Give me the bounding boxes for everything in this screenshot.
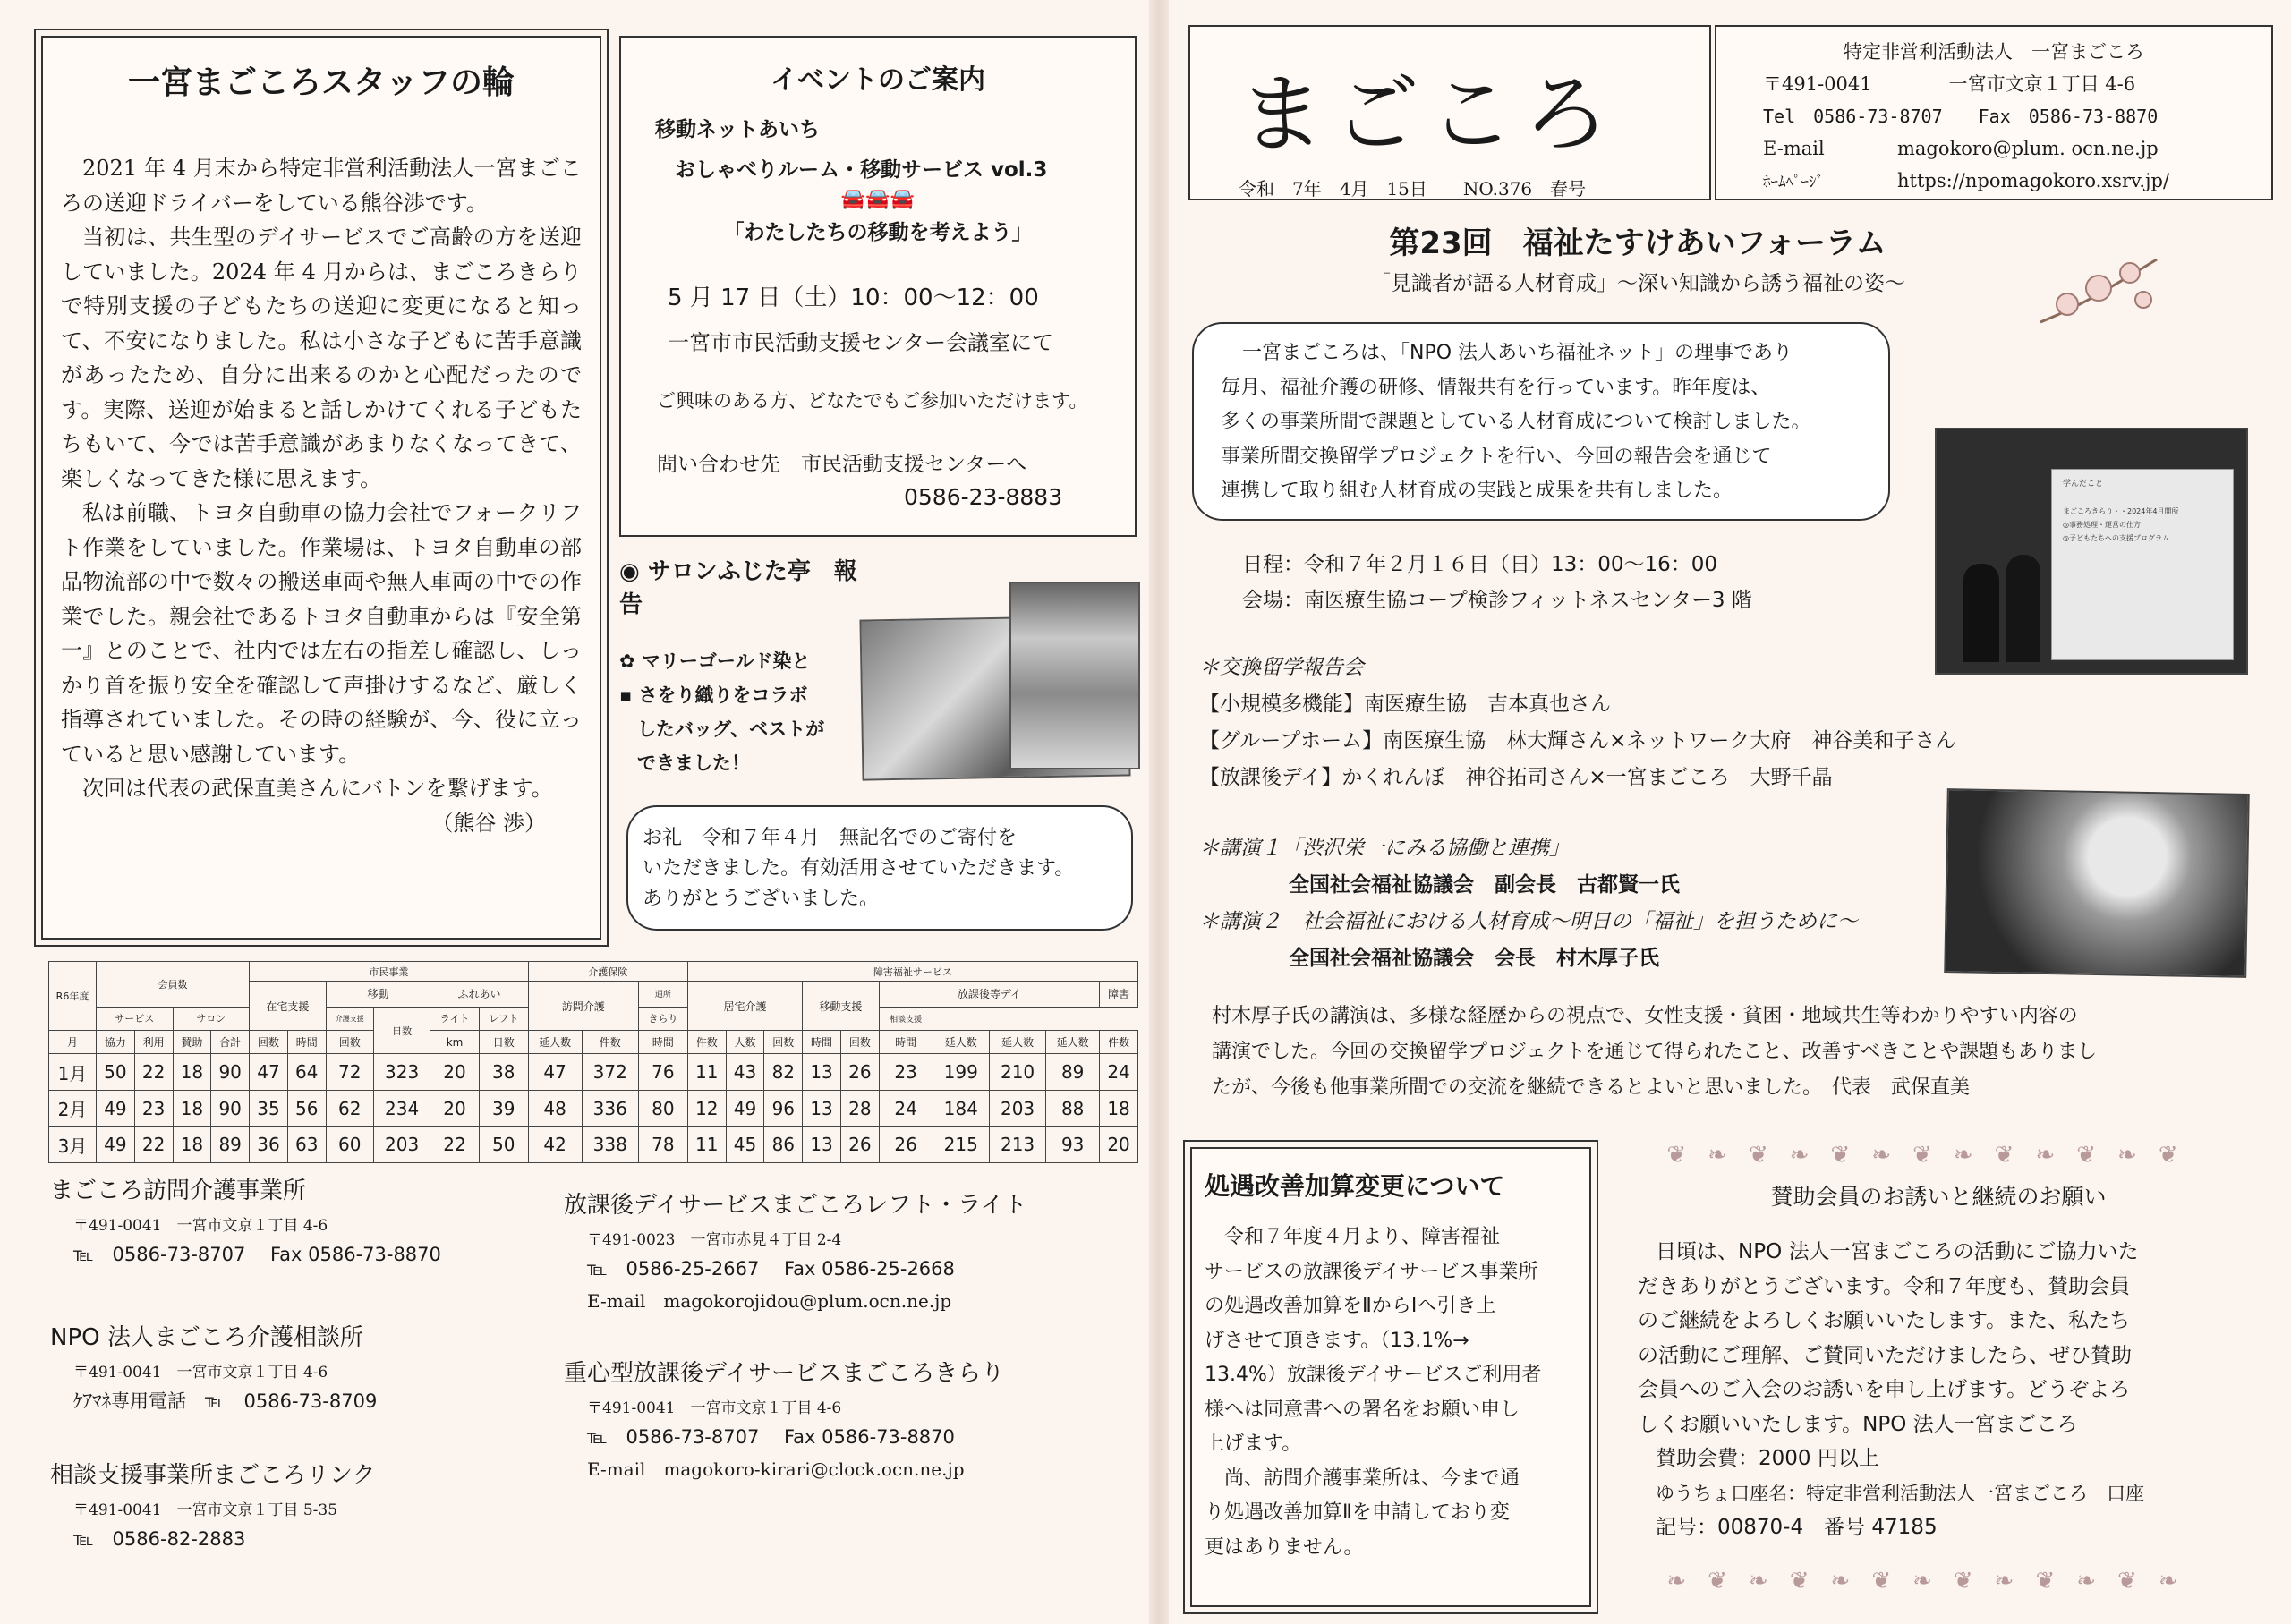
table-cell: 45 xyxy=(726,1127,764,1163)
table-header: 時間 xyxy=(287,1031,326,1054)
treatment-title: 処遇改善加算変更について xyxy=(1205,1171,1505,1201)
table-header: 会員数 xyxy=(97,962,250,1008)
office-name: 放課後デイサービスまごころレフト・ライト xyxy=(564,1192,1027,1219)
table-cell: 93 xyxy=(1046,1127,1100,1163)
salon-report xyxy=(619,553,879,774)
table-cell: 60 xyxy=(326,1127,373,1163)
office-phone: ｹｱﾏﾈ専用電話 ℡ 0586-73-8709 xyxy=(73,1390,378,1412)
table-cell: 234 xyxy=(373,1090,430,1127)
forum-title: 第23回 福祉たすけあいフォーラム xyxy=(1389,225,1886,261)
support-account: ゆうちょ口座名：特定非営利活動法人一宮まごころ 口座 xyxy=(1656,1482,2144,1504)
table-header: 回数 xyxy=(326,1031,373,1054)
staff-body xyxy=(61,151,582,840)
table-cell: 24 xyxy=(1100,1054,1138,1091)
table-header: 時間 xyxy=(879,1031,933,1054)
table-group: 介護保険 xyxy=(528,962,687,982)
table-header: 合計 xyxy=(211,1031,250,1054)
forum-intro-box xyxy=(1192,322,1890,521)
salon-line: したバッグ、ベストが xyxy=(637,718,825,740)
email-row xyxy=(1763,132,2271,165)
intro-line: 毎月、福祉介護の研修、情報共有を行っています。昨年度は、 xyxy=(1221,376,1771,399)
table-cell: 39 xyxy=(479,1090,528,1127)
table-cell: 86 xyxy=(764,1127,803,1163)
report-item: 【小規模多機能】南医療生協 吉本真也さん xyxy=(1199,693,1611,716)
table-row xyxy=(49,1054,1138,1091)
event-contact-label: 問い合わせ先 市民活動支援センターへ xyxy=(657,453,1027,476)
staff-signature: （熊谷 渉） xyxy=(431,810,546,836)
table-header: 訪問介護 xyxy=(528,982,638,1031)
event-contact-tel: 0586-23-8883 xyxy=(904,484,1063,510)
org-name: 特定非営利活動法人 一宮まごころ xyxy=(1844,41,2144,63)
table-cell: 323 xyxy=(373,1054,430,1091)
table-header: 回数 xyxy=(840,1031,879,1054)
staff-article xyxy=(41,36,601,940)
event-place: 一宮市市民活動支援センター会議室にて xyxy=(668,330,1054,355)
table-header: 協力 xyxy=(97,1031,135,1054)
zip-code: 〒491-0041 xyxy=(1763,73,1872,95)
office-phone: ℡ 0586-82-2883 xyxy=(73,1528,246,1550)
table-cell: 22 xyxy=(134,1054,173,1091)
treatment-line: り処遇改善加算Ⅱを申請しており変 xyxy=(1205,1501,1510,1524)
lecture-title: ＊講演２ 社会福祉における人材育成～明日の「福祉」を担うために～ xyxy=(1199,910,1858,933)
report-heading: ＊交換留学報告会 xyxy=(1199,656,1364,679)
table-cell: 42 xyxy=(528,1127,582,1163)
staff-paragraph: 私は前職、トヨタ自動車の協力会社でフォークリフト作業をしていました。作業場は、トヨタ自動車の部品物流部の中で数々の搬送車両や無人車両の中での作業でした。親会社であるトヨタ自動車からは『安全第一』とのことで、社内では左右の指差し確認し、しっかり首を振り安全を確認して声掛けするなど、厳しく指導されていました。その時の経験が、今、役に立っていると思い感謝しています。 xyxy=(61,500,582,767)
table-header: 介護支援 xyxy=(326,1007,373,1030)
treatment-line: 更はありません。 xyxy=(1205,1535,1364,1559)
table-cell: 23 xyxy=(879,1054,933,1091)
support-title: 賛助会員のお誘いと継続のお願い xyxy=(1770,1184,2107,1210)
table-cell: 28 xyxy=(840,1090,879,1127)
table-header: 賛助 xyxy=(173,1031,211,1054)
speaker-figure xyxy=(1963,564,1999,662)
table-cell: 18 xyxy=(173,1127,211,1163)
office-address: 〒491-0041 一宮市文京１丁目 4-6 xyxy=(587,1399,842,1417)
treatment-line: の処遇改善加算をⅡからⅠへ引き上 xyxy=(1205,1295,1496,1317)
table-header: km xyxy=(430,1031,479,1054)
table-header: 在宅支援 xyxy=(250,982,327,1031)
homepage-link[interactable]: https://npomagokoro.xsrv.jp/ xyxy=(1897,170,2170,191)
stats-table-wrapper xyxy=(48,961,1138,1163)
table-header: 延人数 xyxy=(1046,1031,1100,1054)
flower-icon: ✿ xyxy=(619,650,642,672)
intro-line: 多くの事業所間で課題としている人材育成について検討しました。 xyxy=(1221,411,1811,433)
table-header: ライト xyxy=(430,1007,479,1030)
slide-line: ◎子どもたちへの支援プログラム xyxy=(2063,534,2169,542)
table-header: サービス xyxy=(97,1007,174,1030)
email-link[interactable]: magokoro@plum. ocn.ne.jp xyxy=(1897,138,2159,159)
table-cell: 35 xyxy=(250,1090,288,1127)
office-block xyxy=(564,1186,1137,1312)
table-cell: 13 xyxy=(803,1127,841,1163)
office-phone: ℡ 0586-25-2667 Fax 0586-25-2668 xyxy=(587,1258,955,1280)
staff-paragraph: 当初は、共生型のデイサービスでご高齢の方を送迎していました。2024 年 4 月からは、まごころきらりで特別支援の子どもたちの送迎に変更になると知って、不安になりました。私は小さな子どもに苦手意識があったため、自分に出来るのかと心配だったのです。実際、送迎が始まると話しかけてくれる子どもたちもいて、今では苦手意識があまりなくなってきて、楽しくなってきた様に思えます。 xyxy=(61,225,582,491)
table-header: 件数 xyxy=(1100,1031,1138,1054)
table-header: サロン xyxy=(173,1007,250,1030)
address: 一宮市文京１丁目 4-6 xyxy=(1948,73,2136,95)
thanks-text xyxy=(643,823,1131,914)
staff-paragraph: 次回は代表の武保直美さんにバトンを繋げます。 xyxy=(82,776,553,801)
speaker-figure xyxy=(2006,555,2040,662)
forum-venue: 会場：南医療生協コープ検診フィットネスセンター3 階 xyxy=(1242,589,1752,612)
masthead xyxy=(1188,25,1709,200)
table-header: 延人数 xyxy=(933,1031,989,1054)
table-header: R6年度 xyxy=(49,962,97,1031)
table-cell: 56 xyxy=(287,1090,326,1127)
table-cell: 203 xyxy=(373,1127,430,1163)
event-name: おしゃべりルーム・移動サービス vol.3 xyxy=(675,158,1048,182)
table-header: 時間 xyxy=(638,1031,687,1054)
lecture-speaker: 全国社会福祉協議会 会長 村木厚子氏 xyxy=(1289,947,1659,970)
table-header: 回数 xyxy=(764,1031,803,1054)
table-header: 日数 xyxy=(479,1031,528,1054)
table-cell: 18 xyxy=(1100,1090,1138,1127)
table-header: 時間 xyxy=(803,1031,841,1054)
lectures xyxy=(1199,830,1858,977)
table-cell: 82 xyxy=(764,1054,803,1091)
table-header: 放課後等デイ xyxy=(879,982,1099,1007)
thanks-line: いただきました。有効活用させていただきます。 xyxy=(643,857,1075,880)
table-cell: 210 xyxy=(989,1054,1045,1091)
table-cell: 213 xyxy=(989,1127,1045,1163)
table-cell: 89 xyxy=(211,1127,250,1163)
table-cell: 49 xyxy=(726,1090,764,1127)
office-block xyxy=(50,1319,551,1412)
salon-photo-vest xyxy=(1009,582,1140,769)
table-header: 人数 xyxy=(726,1031,764,1054)
support-line: 会員へのご入会のお誘いを申し上げます。どうぞよろ xyxy=(1638,1378,2131,1401)
office-email[interactable]: E-mail magokoro-kirari@clock.ocn.ne.jp xyxy=(587,1458,965,1480)
table-cell: 78 xyxy=(638,1127,687,1163)
table-cell: 11 xyxy=(687,1054,726,1091)
intro-line: 事業所間交換留学プロジェクトを行い、今回の報告会を通じて xyxy=(1221,445,1772,468)
salon-title: サロンふじた亭 報告 xyxy=(619,558,857,618)
support-line: の活動にご理解、ご賛同いただけましたら、ぜひ賛助 xyxy=(1638,1343,2132,1367)
table-cell: 20 xyxy=(1100,1127,1138,1163)
table-month-cell: 3月 xyxy=(49,1127,97,1163)
summary-line: たが、今後も他事業所間での交流を継続できるとよいと思いました。 代表 武保直美 xyxy=(1212,1076,1971,1099)
stats-table xyxy=(48,961,1138,1163)
salon-line: マリーゴールド染と xyxy=(641,650,811,672)
salon-text xyxy=(619,644,879,780)
table-month-cell: 2月 xyxy=(49,1090,97,1127)
table-header: 居宅介護 xyxy=(687,982,802,1031)
support-line: 日頃は、NPO 法人一宮まごころの活動にご協力いた xyxy=(1656,1240,2139,1263)
table-header: 延人数 xyxy=(528,1031,582,1054)
table-header: レフト xyxy=(479,1007,528,1030)
table-header: 月 xyxy=(49,1031,97,1054)
table-cell: 90 xyxy=(211,1090,250,1127)
slide-line: ◎事務処理・運営の仕方 xyxy=(2063,521,2141,529)
salon-bullet-icon: ◉ xyxy=(619,558,640,585)
forum-subtitle: 「見識者が語る人材育成」～深い知識から誘う福祉の姿～ xyxy=(1370,272,1905,295)
event-datetime: 5 月 17 日（土）10：00～12：00 xyxy=(668,285,1039,311)
table-cell: 203 xyxy=(989,1090,1045,1127)
table-cell: 38 xyxy=(479,1054,528,1091)
table-cell: 62 xyxy=(326,1090,373,1127)
homepage-label: ﾎｰﾑﾍﾟｰｼﾞ xyxy=(1763,174,1824,191)
table-row xyxy=(49,1127,1138,1163)
treatment-line: 13.4%）放課後デイサービスご利用者 xyxy=(1205,1364,1542,1386)
office-address: 〒491-0041 一宮市文京１丁目 4-6 xyxy=(73,1364,328,1382)
page-fold xyxy=(1149,0,1169,1624)
table-cell: 24 xyxy=(879,1090,933,1127)
event-theme: 「わたしたちの移動を考えよう」 xyxy=(723,221,1033,244)
salon-line: できました！ xyxy=(637,752,750,774)
table-cell: 26 xyxy=(840,1054,879,1091)
table-cell: 88 xyxy=(1046,1090,1100,1127)
treatment-line: サービスの放課後デイサービス事業所 xyxy=(1205,1260,1538,1283)
report-item: 【放課後デイ】かくれんぼ 神谷拓司さん×一宮まごころ 大野千晶 xyxy=(1199,766,1833,789)
table-cell: 13 xyxy=(803,1054,841,1091)
table-cell: 18 xyxy=(173,1054,211,1091)
treatment-line: げさせて頂きます。（13.1%→ xyxy=(1205,1329,1469,1352)
thanks-box xyxy=(626,805,1133,931)
office-block xyxy=(564,1355,1137,1480)
treatment-line: 様へは同意書への署名をお願い申し xyxy=(1205,1398,1520,1421)
lecture-speaker: 全国社会福祉協議会 副会長 古都賢一氏 xyxy=(1289,873,1680,897)
table-header: 通所 xyxy=(638,982,687,1007)
contact-box xyxy=(1715,25,2273,200)
table-cell: 20 xyxy=(430,1090,479,1127)
table-cell: 22 xyxy=(134,1127,173,1163)
table-cell: 49 xyxy=(97,1090,135,1127)
table-cell: 26 xyxy=(840,1127,879,1163)
office-address: 〒491-0041 一宮市文京１丁目 5-35 xyxy=(73,1501,338,1519)
table-subheader-row xyxy=(49,1031,1138,1054)
table-cell: 199 xyxy=(933,1054,989,1091)
thanks-line: ありがとうございました。 xyxy=(643,888,880,910)
staff-paragraph: 2021 年 4 月末から特定非営利活動法人一宮まごころの送迎ドライバーをしている熊谷渉です。 xyxy=(61,156,582,216)
intro-line: 連携して取り組む人材育成の実践と成果を共有しました。 xyxy=(1221,480,1733,502)
table-month-cell: 1月 xyxy=(49,1054,97,1091)
support-text xyxy=(1638,1235,2264,1545)
contact-zip-row xyxy=(1763,68,2271,100)
support-line: のご継続をよろしくお願いいたします。また、私たち xyxy=(1638,1309,2131,1332)
event-invite: ご興味のある方、どなたでもご参加いただけます。 xyxy=(657,390,1088,412)
support-line: だきありがとうございます。令和７年度も、賛助会員 xyxy=(1638,1274,2131,1298)
slide-line: まごころきらり・・2024年4月開所 xyxy=(2063,507,2179,515)
support-number: 記号：00870-4 番号 47185 xyxy=(1656,1516,1938,1539)
salon-line: さをり織りをコラボ xyxy=(638,684,808,706)
table-header: 移動支援 xyxy=(803,982,880,1031)
office-name: 重心型放課後デイサービスまごころきらり xyxy=(564,1360,1005,1387)
event-title: イベントのご案内 xyxy=(771,64,985,96)
table-cell: 23 xyxy=(134,1090,173,1127)
table-header: 件数 xyxy=(687,1031,726,1054)
treatment-line: 尚、訪問介護事業所は、今まで通 xyxy=(1224,1467,1520,1490)
lecture-photo xyxy=(1944,788,2250,978)
leaf-border-bottom-icon: ❧❦❧❦❧❦❧❦❧❦❧❦❧ xyxy=(1666,1568,2200,1594)
table-cell: 36 xyxy=(250,1127,288,1163)
phone-fax: Tel 0586-73-8707 Fax 0586-73-8870 xyxy=(1763,106,2159,127)
table-group: 障害福祉サービス xyxy=(687,962,1137,982)
forum-summary xyxy=(1212,999,2259,1106)
leaf-border-top-icon: ❦❧❦❧❦❧❦❧❦❧❦❧❦ xyxy=(1666,1142,2200,1169)
support-fee: 賛助会費：2000 円以上 xyxy=(1656,1447,1879,1470)
bag-icon: ▪ xyxy=(619,684,639,706)
support-line: しくお願いいたします。NPO 法人一宮まごころ xyxy=(1638,1412,2078,1436)
office-email[interactable]: E-mail magokorojidou@plum.ocn.ne.jp xyxy=(587,1290,952,1312)
office-block xyxy=(50,1457,551,1550)
office-block xyxy=(50,1172,551,1265)
table-cell: 12 xyxy=(687,1090,726,1127)
office-phone: ℡ 0586-73-8707 Fax 0586-73-8870 xyxy=(587,1426,955,1448)
event-cars: 🚘🚘🚘 xyxy=(840,188,916,210)
table-cell: 47 xyxy=(250,1054,288,1091)
table-cell: 372 xyxy=(582,1054,638,1091)
projected-slide xyxy=(2051,469,2234,660)
table-header: 延人数 xyxy=(989,1031,1045,1054)
table-cell: 64 xyxy=(287,1054,326,1091)
issue-info: 令和 7年 4月 15日 NO.376 春号 xyxy=(1239,178,1587,200)
table-cell: 72 xyxy=(326,1054,373,1091)
table-cell: 50 xyxy=(97,1054,135,1091)
table-header: きらり xyxy=(638,1007,687,1030)
office-name: まごころ訪問介護事業所 xyxy=(50,1178,307,1204)
summary-line: 村木厚子氏の講演は、多様な経歴からの視点で、女性支援・貧困・地域共生等わかりやすい内容の xyxy=(1212,1005,2078,1027)
newsletter-title: まごころ xyxy=(1239,64,1618,165)
office-name: NPO 法人まごころ介護相談所 xyxy=(50,1324,363,1351)
table-cell: 76 xyxy=(638,1054,687,1091)
table-header: 移動 xyxy=(326,982,430,1007)
table-cell: 90 xyxy=(211,1054,250,1091)
table-cell: 80 xyxy=(638,1090,687,1127)
table-header: 日数 xyxy=(373,1007,430,1054)
table-header: 件数 xyxy=(582,1031,638,1054)
table-header: 障害 xyxy=(1100,982,1138,1007)
office-phone: ℡ 0586-73-8707 Fax 0586-73-8870 xyxy=(73,1244,441,1265)
event-org: 移動ネットあいち xyxy=(655,118,820,141)
forum-intro-text xyxy=(1221,336,1888,509)
thanks-line: お礼 令和７年４月 無記名でのご寄付を xyxy=(643,827,1018,849)
table-cell: 18 xyxy=(173,1090,211,1127)
treatment-box xyxy=(1190,1147,1591,1607)
slide-heading: 学んだこと xyxy=(2063,480,2104,489)
office-address: 〒491-0041 一宮市文京１丁目 4-6 xyxy=(73,1217,328,1235)
seminar-photo xyxy=(1935,428,2248,675)
exchange-reports xyxy=(1199,650,1955,796)
table-cell: 96 xyxy=(764,1090,803,1127)
report-item: 【グループホーム】南医療生協 林大輝さん×ネットワーク大府 神谷美和子さん xyxy=(1199,729,1956,752)
table-cell: 47 xyxy=(528,1054,582,1091)
table-cell: 43 xyxy=(726,1054,764,1091)
summary-line: 講演でした。今回の交換留学プロジェクトを通じて得られたこと、改善すべきことや課題もありまし xyxy=(1212,1041,2098,1063)
treatment-line: 上げます。 xyxy=(1205,1433,1302,1455)
event-box xyxy=(619,36,1137,537)
staff-title: 一宮まごころスタッフの輪 xyxy=(127,64,515,101)
table-cell: 336 xyxy=(582,1090,638,1127)
table-cell: 50 xyxy=(479,1127,528,1163)
table-cell: 20 xyxy=(430,1054,479,1091)
office-name: 相談支援事業所まごころリンク xyxy=(50,1462,376,1489)
flower-branch-icon xyxy=(2031,251,2166,331)
table-cell: 89 xyxy=(1046,1054,1100,1091)
table-cell: 13 xyxy=(803,1090,841,1127)
table-header: 相談支援 xyxy=(879,1007,933,1030)
table-cell: 48 xyxy=(528,1090,582,1127)
treatment-text xyxy=(1205,1220,1589,1565)
table-group: 市民事業 xyxy=(250,962,529,982)
homepage-row xyxy=(1763,165,2271,199)
table-cell: 184 xyxy=(933,1090,989,1127)
table-cell: 63 xyxy=(287,1127,326,1163)
table-cell: 49 xyxy=(97,1127,135,1163)
office-address: 〒491-0023 一宮市赤見４丁目 2-4 xyxy=(587,1231,842,1249)
table-header: 回数 xyxy=(250,1031,288,1054)
lecture-title: ＊講演１「渋沢栄一にみる協働と連携」 xyxy=(1199,837,1570,860)
table-header: ふれあい xyxy=(430,982,528,1007)
table-header: 利用 xyxy=(134,1031,173,1054)
table-cell: 22 xyxy=(430,1127,479,1163)
table-cell: 338 xyxy=(582,1127,638,1163)
salon-title-row xyxy=(619,553,879,619)
table-cell: 215 xyxy=(933,1127,989,1163)
forum-date: 日程：令和７年２月１６日（日）13：00～16：00 xyxy=(1242,553,1718,576)
table-row xyxy=(49,1090,1138,1127)
intro-line: 一宮まごころは、「NPO 法人あいち福祉ネット」の理事であり xyxy=(1242,342,1793,364)
treatment-line: 令和７年度４月より、障害福祉 xyxy=(1224,1226,1501,1248)
table-cell: 26 xyxy=(879,1127,933,1163)
email-label: E-mail xyxy=(1763,138,1825,159)
table-cell: 11 xyxy=(687,1127,726,1163)
